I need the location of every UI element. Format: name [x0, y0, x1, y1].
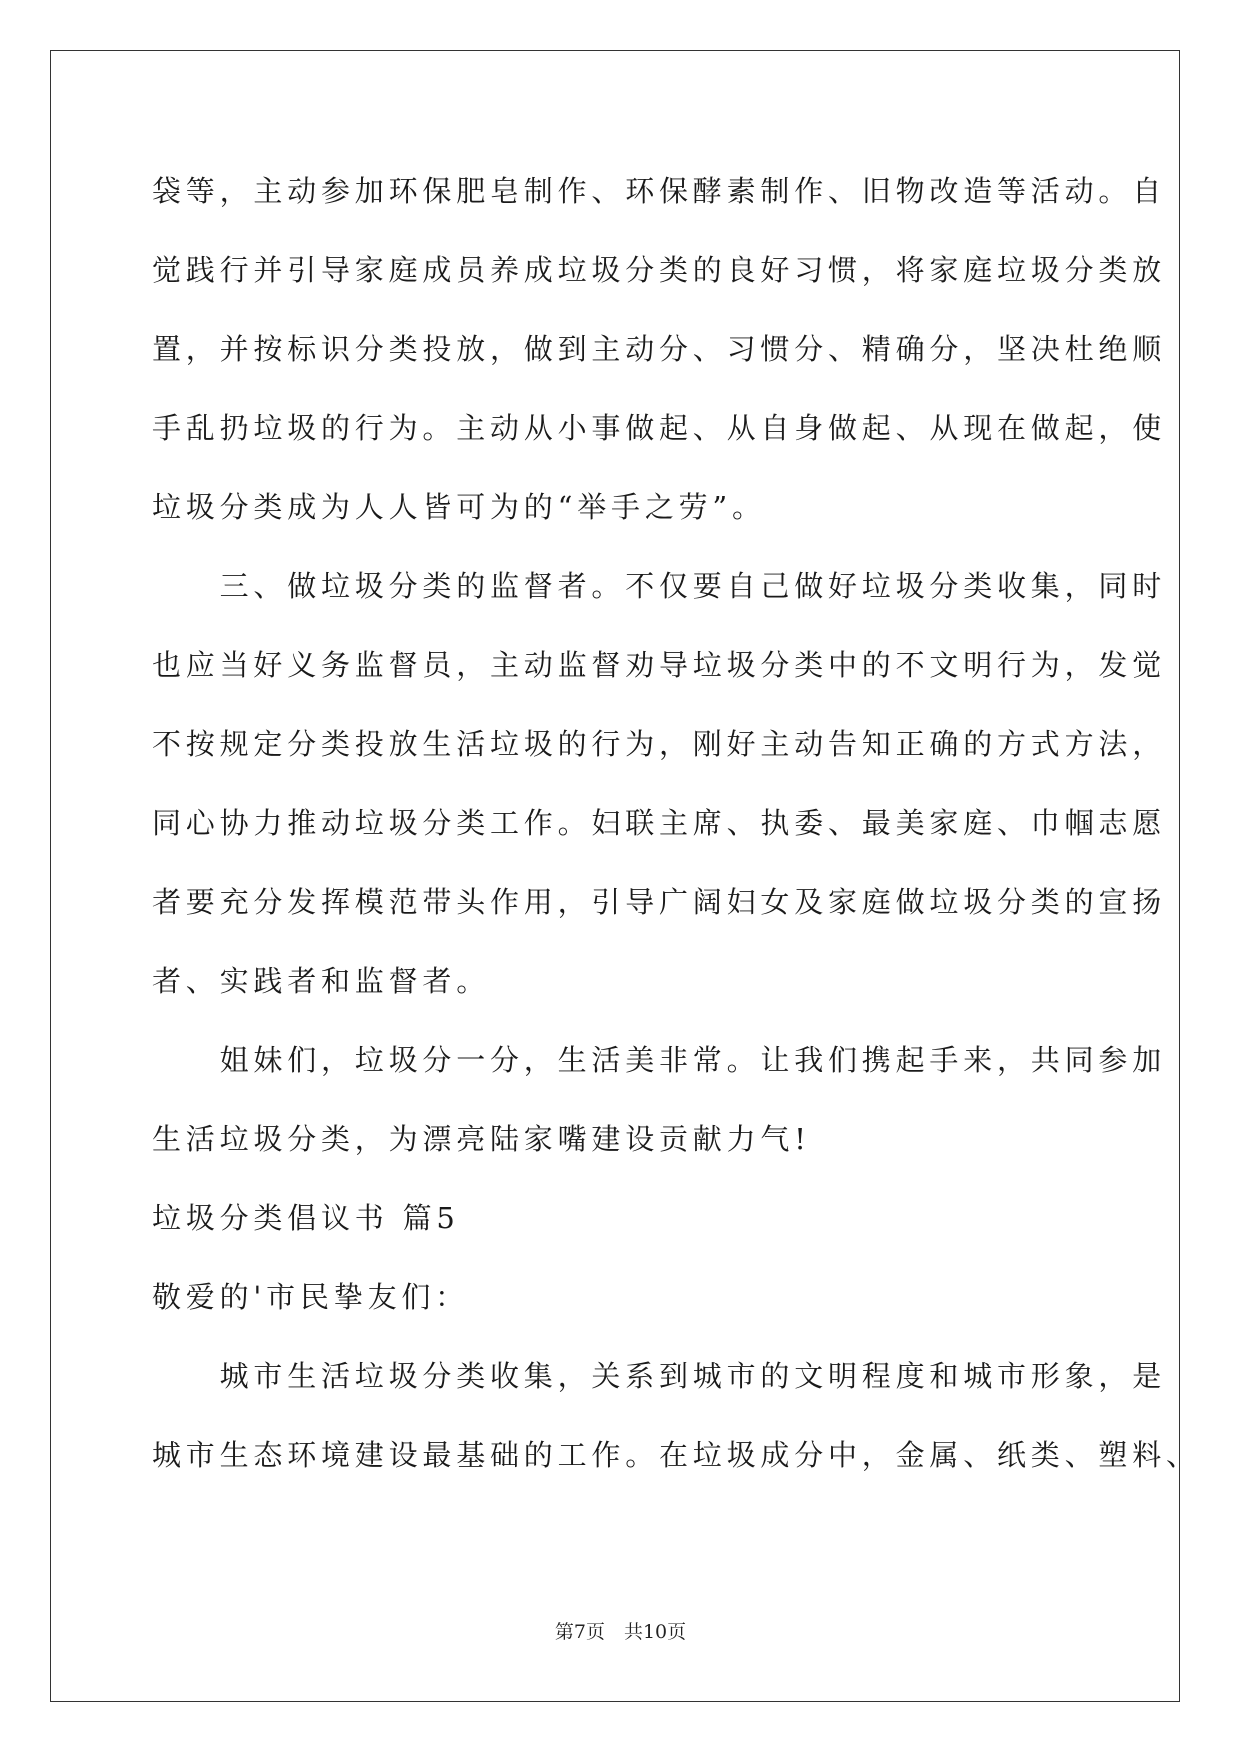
body-line-3: 置，并按标识分类投放，做到主动分、习惯分、精确分，坚决杜绝顺 [152, 332, 1167, 366]
salutation: 敬爱的'市民挚友们： [152, 1280, 469, 1314]
body-line-4: 手乱扔垃圾的行为。主动从小事做起、从自身做起、从现在做起，使 [152, 411, 1167, 445]
body-line-13: 生活垃圾分类，为漂亮陆家嘴建设贡献力气! [152, 1122, 811, 1156]
body-line-6: 三、做垃圾分类的监督者。不仅要自己做好垃圾分类收集，同时 [152, 569, 1167, 603]
body-line-12: 姐妹们，垃圾分一分，生活美非常。让我们携起手来，共同参加 [152, 1043, 1167, 1077]
body-line-17: 城市生态环境建设最基础的工作。在垃圾成分中，金属、纸类、塑料、 [152, 1438, 1200, 1472]
body-line-9: 同心协力推动垃圾分类工作。妇联主席、执委、最美家庭、巾帼志愿 [152, 806, 1167, 840]
body-line-10: 者要充分发挥模范带头作用，引导广阔妇女及家庭做垃圾分类的宣扬 [152, 885, 1167, 919]
body-line-11: 者、实践者和监督者。 [152, 964, 491, 998]
body-line-7: 也应当好义务监督员，主动监督劝导垃圾分类中的不文明行为，发觉 [152, 648, 1167, 682]
body-line-2: 觉践行并引导家庭成员养成垃圾分类的良好习惯，将家庭垃圾分类放 [152, 253, 1167, 287]
body-line-8: 不按规定分类投放生活垃圾的行为，刚好主动告知正确的方式方法， [152, 727, 1167, 761]
section-heading: 垃圾分类倡议书 篇5 [152, 1201, 460, 1235]
page-number-footer: 第7页 共10页 [554, 1621, 687, 1643]
body-line-16: 城市生活垃圾分类收集，关系到城市的文明程度和城市形象，是 [152, 1359, 1167, 1393]
body-line-1: 袋等，主动参加环保肥皂制作、环保酵素制作、旧物改造等活动。自 [152, 174, 1167, 208]
body-line-5: 垃圾分类成为人人皆可为的“举手之劳”。 [152, 490, 766, 524]
